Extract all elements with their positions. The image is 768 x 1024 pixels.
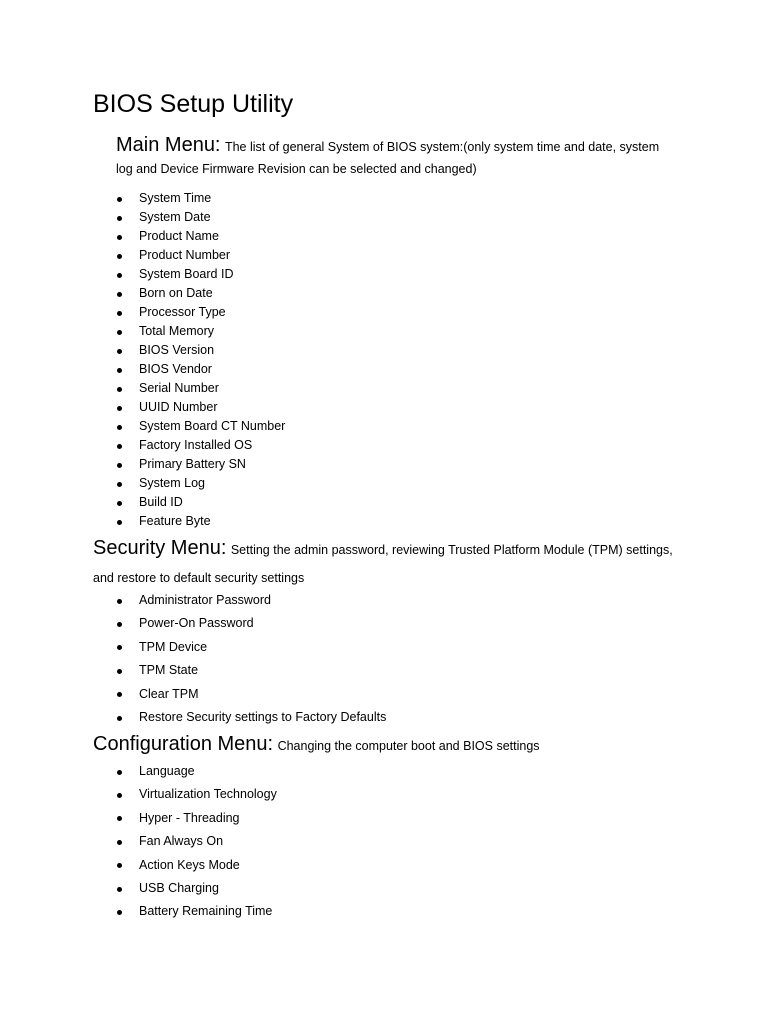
list-item: Factory Installed OS — [116, 436, 285, 455]
list-item: TPM Device — [116, 636, 386, 659]
list-item: Administrator Password — [116, 589, 386, 612]
security-menu-description: Setting the admin password, reviewing Trusted Platform Module (TPM) settings, and restore to default security settings — [93, 543, 673, 585]
list-item: USB Charging — [116, 877, 277, 900]
section-main-menu — [116, 132, 676, 180]
list-item: System Log — [116, 474, 285, 493]
list-item: TPM State — [116, 659, 386, 682]
list-item: System Board CT Number — [116, 417, 285, 436]
list-item: Hyper - Threading — [116, 807, 277, 830]
list-item: System Date — [116, 208, 285, 227]
document-title: BIOS Setup Utility — [93, 90, 294, 118]
list-item: Processor Type — [116, 303, 285, 322]
configuration-menu-description: Changing the computer boot and BIOS settings — [277, 739, 540, 753]
list-item: Primary Battery SN — [116, 455, 285, 474]
list-item: Born on Date — [116, 284, 285, 303]
main-menu-heading: Main Menu: — [116, 134, 221, 156]
list-item: Total Memory — [116, 322, 285, 341]
list-item: Action Keys Mode — [116, 854, 277, 877]
configuration-menu-heading: Configuration Menu: — [93, 733, 274, 755]
list-item: UUID Number — [116, 398, 285, 417]
main-menu-list — [116, 189, 285, 531]
list-item: Fan Always On — [116, 830, 277, 853]
list-item: System Board ID — [116, 265, 285, 284]
list-item: BIOS Version — [116, 341, 285, 360]
list-item: Restore Security settings to Factory Defaults — [116, 706, 386, 729]
section-security-menu — [93, 535, 683, 592]
list-item: Battery Remaining Time — [116, 900, 277, 923]
list-item: Power-On Password — [116, 612, 386, 635]
list-item: Feature Byte — [116, 512, 285, 531]
list-item: Product Number — [116, 246, 285, 265]
configuration-menu-list — [116, 760, 277, 924]
list-item: Build ID — [116, 493, 285, 512]
list-item: Clear TPM — [116, 683, 386, 706]
list-item: Language — [116, 760, 277, 783]
list-item: System Time — [116, 189, 285, 208]
list-item: Product Name — [116, 227, 285, 246]
list-item: Serial Number — [116, 379, 285, 398]
main-menu-description: The list of general System of BIOS system:(only system time and date, system log and Device Firmware Revision can be selected and changed) — [116, 140, 660, 176]
security-menu-list — [116, 589, 386, 729]
section-configuration-menu — [93, 731, 683, 760]
list-item: BIOS Vendor — [116, 360, 285, 379]
security-menu-heading: Security Menu: — [93, 537, 227, 559]
list-item: Virtualization Technology — [116, 783, 277, 806]
